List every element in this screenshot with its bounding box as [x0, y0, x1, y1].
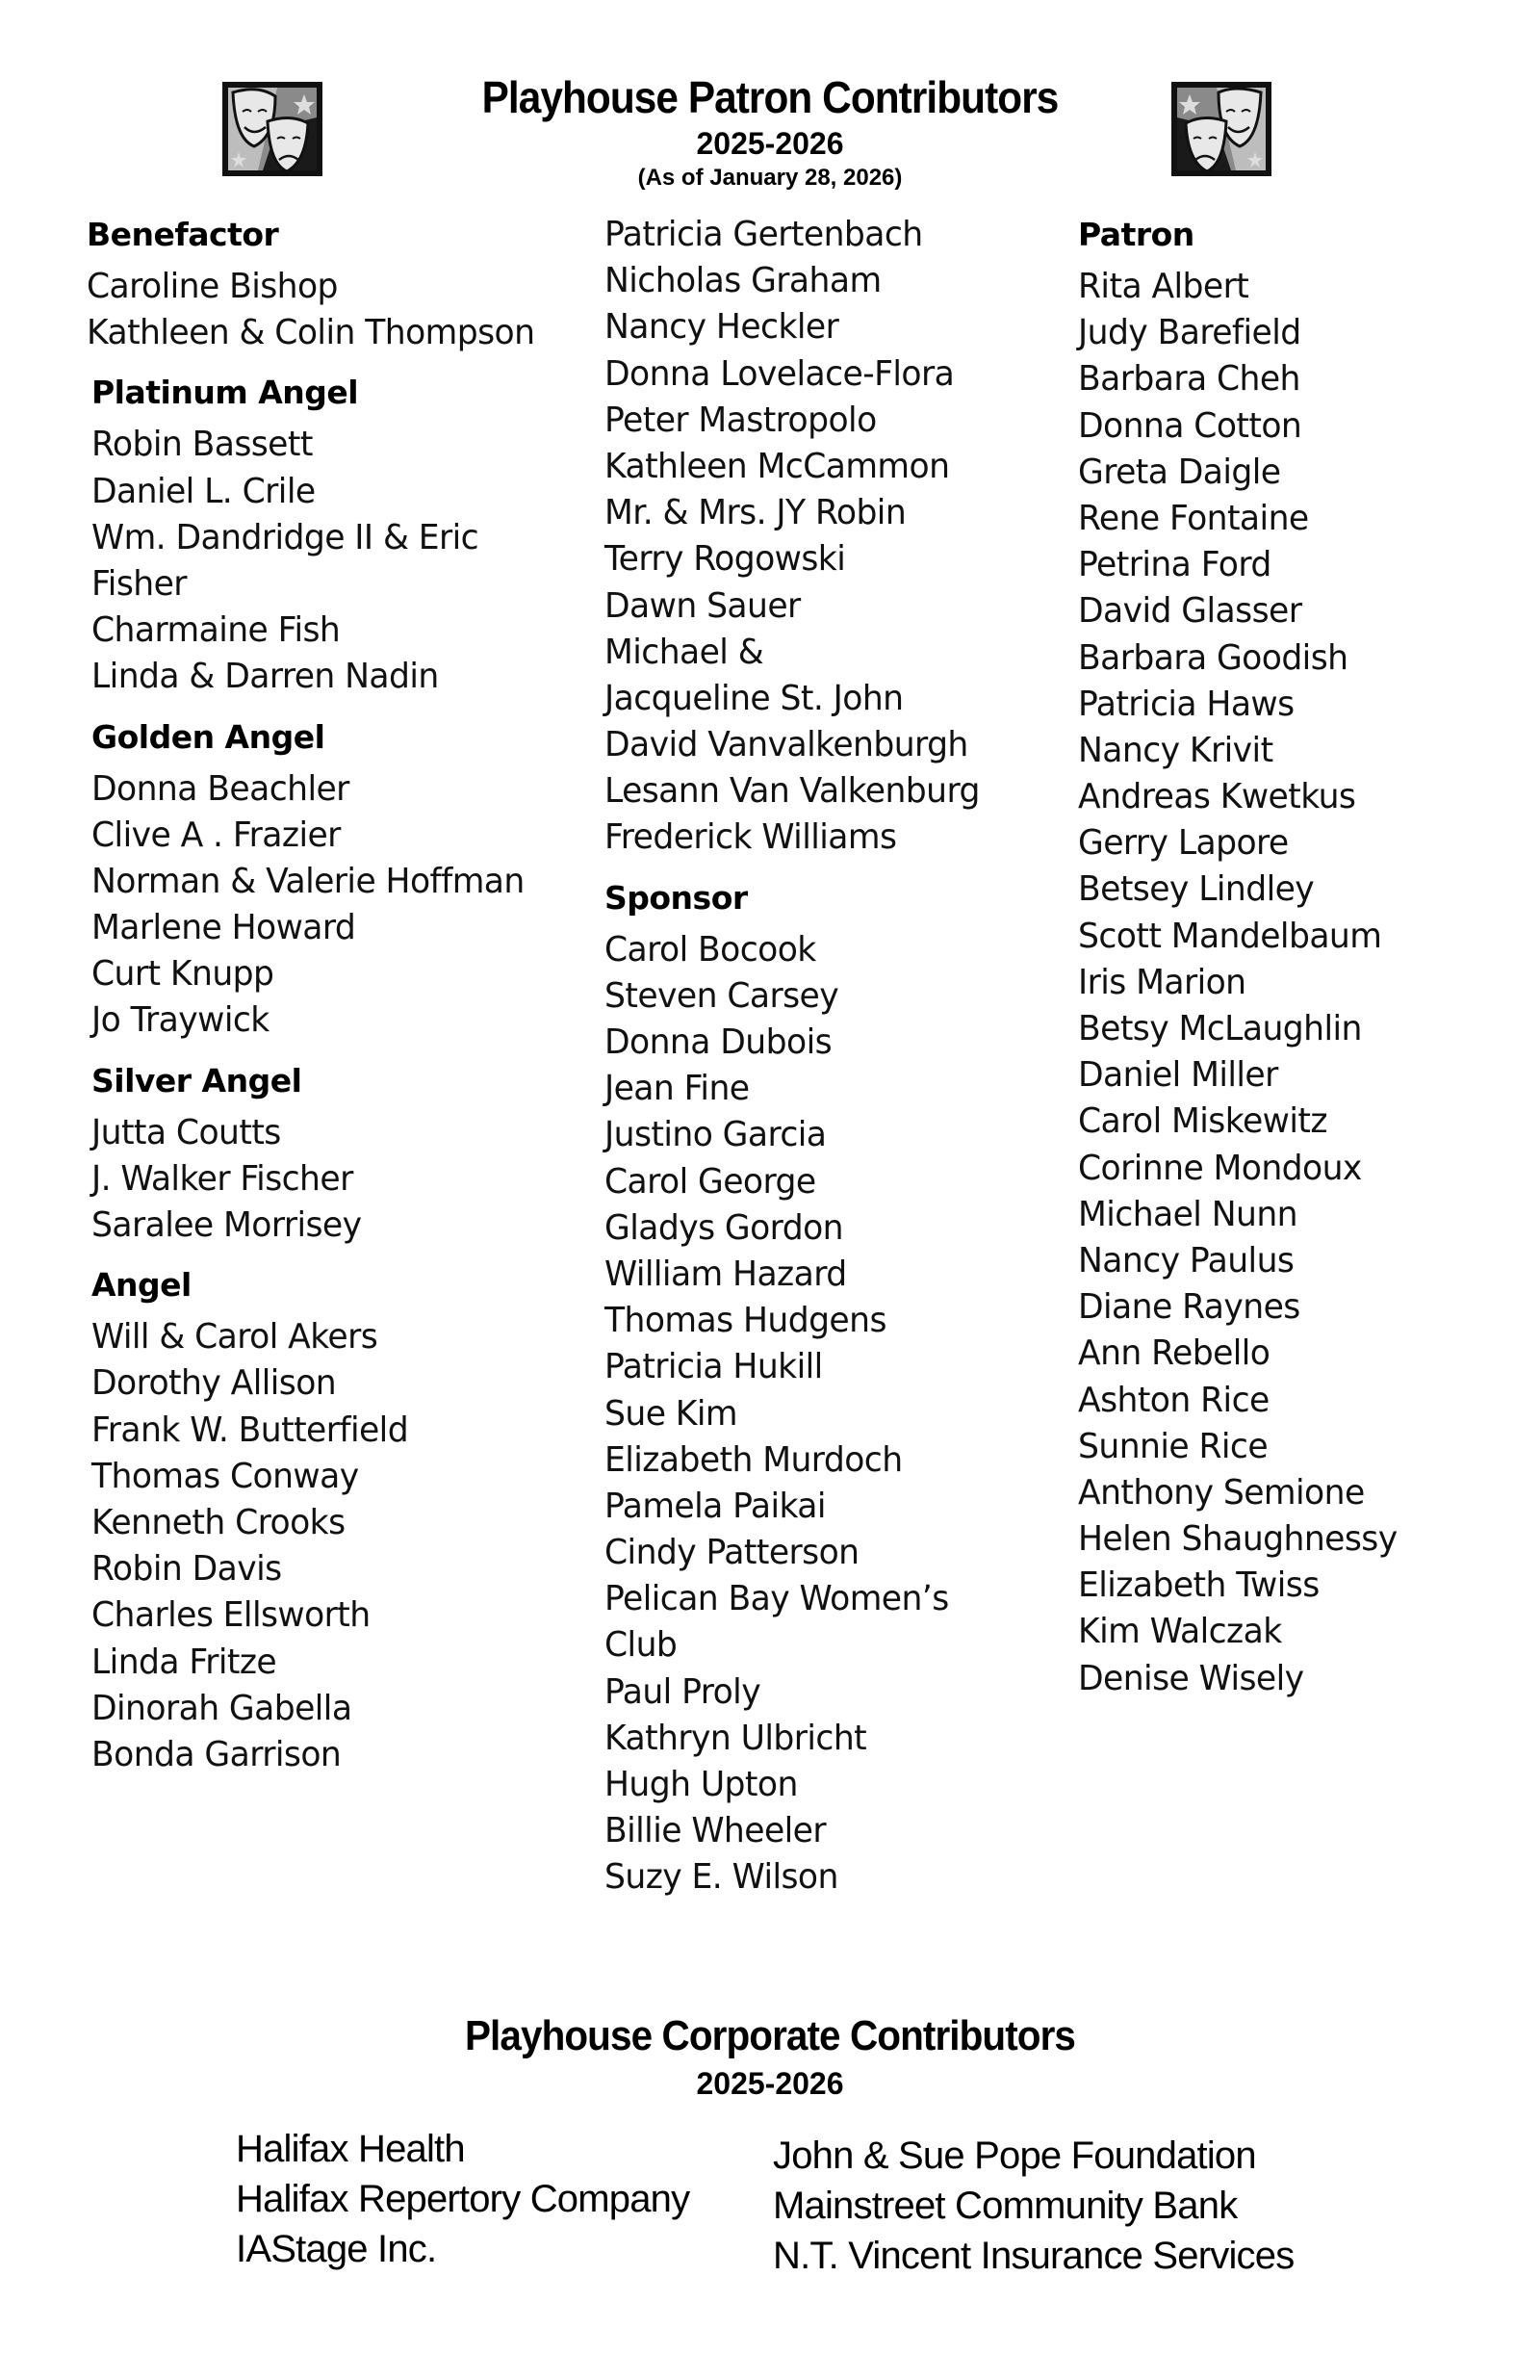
contributor-name: Peter Mastropolo — [604, 400, 877, 440]
page-title: Playhouse Patron Contributors — [481, 72, 1059, 122]
contributor-name: Denise Wisely — [1078, 1658, 1304, 1698]
contributor-name: Nancy Heckler — [604, 307, 839, 348]
contributor-name: Nicholas Graham — [604, 261, 882, 301]
contributor-name: Billie Wheeler — [604, 1811, 826, 1851]
contributor-name: Ann Rebello — [1078, 1333, 1270, 1374]
tier-heading: Silver Angel — [91, 1061, 302, 1099]
contributor-name: Nancy Paulus — [1078, 1240, 1295, 1281]
contributor-name: Thomas Hudgens — [604, 1301, 886, 1341]
contributor-name: Carol Miskewitz — [1078, 1101, 1327, 1142]
tier-patron — [1078, 212, 1521, 1702]
season-label: 2025-2026 — [696, 126, 844, 161]
contributor-name: Sunnie Rice — [1078, 1426, 1269, 1466]
contributor-name: Patricia Hukill — [604, 1347, 823, 1387]
contributor-name: Gerry Lapore — [1078, 823, 1289, 864]
corporate-contributor: IAStage Inc. — [236, 2228, 437, 2270]
tier-golden-angel — [87, 714, 587, 1045]
tier-heading: Patron — [1078, 216, 1194, 253]
contributor-name: Hugh Upton — [604, 1765, 798, 1804]
contributor-name: Pamela Paikai — [604, 1486, 826, 1526]
tier-heading: Angel — [91, 1266, 192, 1305]
contributor-name: Barbara Goodish — [1078, 637, 1348, 678]
tier-silver-angel — [87, 1058, 587, 1250]
contributors-column-1 — [87, 212, 587, 1792]
contributor-name: Steven Carsey — [604, 975, 839, 1016]
contributor-name: Betsey Lindley — [1078, 869, 1315, 910]
contributor-name: Diane Raynes — [1078, 1287, 1300, 1328]
contributor-name: Lesann Van Valkenburg — [604, 771, 980, 812]
contributor-name: Pelican Bay Women’s — [604, 1579, 949, 1619]
contributor-name: Ashton Rice — [1078, 1380, 1270, 1420]
contributor-name: Suzy E. Wilson — [604, 1857, 838, 1898]
contributor-name: Jacqueline St. John — [604, 678, 904, 718]
contributor-name: Thomas Conway — [91, 1456, 359, 1496]
corporate-season-label: 2025-2026 — [696, 2066, 844, 2101]
contributor-name: Kenneth Crooks — [91, 1502, 346, 1542]
contributor-name: Patricia Gertenbach — [604, 215, 923, 254]
contributors-column-2 — [604, 212, 1057, 1915]
contributor-name: Cindy Patterson — [604, 1533, 860, 1573]
corporate-list-right — [773, 2131, 1294, 2281]
contributor-name: Curt Knupp — [91, 954, 274, 995]
contributors-column-3 — [1078, 212, 1521, 1716]
contributor-name: David Glasser — [1078, 591, 1302, 632]
contributor-name: Anthony Semione — [1078, 1472, 1365, 1513]
contributor-name: Linda & Darren Nadin — [91, 657, 439, 697]
contributor-name: Charmaine Fish — [91, 610, 341, 651]
contributor-name: Donna Cotton — [1078, 405, 1302, 446]
contributor-name: Bonda Garrison — [91, 1734, 342, 1774]
as-of-date: (As of January 28, 2026) — [637, 165, 903, 191]
contributor-name: Fisher — [91, 563, 187, 604]
contributor-name: Jean Fine — [604, 1069, 750, 1109]
contributor-name: Frank W. Butterfield — [91, 1410, 409, 1450]
contributor-name: Frederick Williams — [604, 817, 897, 858]
contributor-name: Patricia Haws — [1078, 684, 1295, 724]
contributor-name: Dinorah Gabella — [91, 1688, 352, 1728]
contributor-name: Elizabeth Murdoch — [604, 1439, 903, 1480]
contributor-name: Dorothy Allison — [91, 1363, 337, 1404]
contributor-name: Clive A . Frazier — [91, 815, 341, 855]
tier-heading: Golden Angel — [91, 717, 325, 756]
contributor-name: Carol Bocook — [604, 929, 816, 970]
contributor-name: Norman & Valerie Hoffman — [91, 861, 525, 901]
corporate-contributor: Mainstreet Community Bank — [773, 2185, 1238, 2227]
contributor-name: Helen Shaughnessy — [1078, 1519, 1398, 1560]
contributor-name: Marlene Howard — [91, 908, 356, 948]
contributor-name: Betsy McLaughlin — [1078, 1009, 1362, 1048]
contributor-name: Donna Lovelace-Flora — [604, 353, 955, 394]
contributor-name: William Hazard — [604, 1254, 847, 1294]
contributor-name: Terry Rogowski — [604, 539, 846, 580]
corporate-title: Playhouse Corporate Contributors — [464, 2012, 1076, 2059]
contributor-name: Judy Barefield — [1078, 313, 1301, 353]
corporate-contributor: Halifax Health — [236, 2128, 465, 2170]
contributor-name: Dawn Sauer — [604, 585, 801, 626]
contributor-name: Elizabeth Twiss — [1078, 1565, 1320, 1606]
contributor-name: Kathleen McCammon — [604, 446, 950, 486]
tier-heading: Benefactor — [87, 216, 279, 253]
tier-platinum-angel — [87, 370, 587, 700]
contributor-name: J. Walker Fischer — [91, 1158, 353, 1199]
contributor-name: Barbara Cheh — [1078, 359, 1300, 400]
tier-angel — [87, 1262, 587, 1778]
tier-heading: Platinum Angel — [91, 374, 359, 412]
contributor-name: Wm. Dandridge II & Eric — [91, 517, 479, 557]
contributor-name: Will & Carol Akers — [91, 1317, 378, 1358]
contributor-name: Linda Fritze — [91, 1642, 277, 1682]
contributor-name: Michael & — [604, 632, 764, 672]
tier-sponsor — [604, 875, 1057, 1901]
contributor-name: Carol George — [604, 1161, 816, 1202]
contributor-name: Sue Kim — [604, 1393, 737, 1434]
contributor-name: Caroline Bishop — [87, 267, 338, 306]
contributor-name: Jo Traywick — [91, 1000, 270, 1041]
contributor-name: Paul Proly — [604, 1671, 761, 1712]
contributor-name: Iris Marion — [1078, 962, 1246, 1002]
contributor-name: Club — [604, 1625, 678, 1666]
contributor-name: Andreas Kwetkus — [1078, 777, 1356, 817]
contributor-name: Robin Bassett — [91, 425, 313, 465]
contributor-name: Donna Beachler — [91, 768, 349, 809]
contributor-name: Gladys Gordon — [604, 1207, 843, 1248]
contributor-name: Rene Fontaine — [1078, 498, 1309, 538]
contributor-name: Kathleen & Colin Thompson — [87, 313, 535, 353]
contributor-name: Nancy Krivit — [1078, 730, 1273, 770]
contributor-name: Mr. & Mrs. JY Robin — [604, 493, 907, 533]
contributor-name: Scott Mandelbaum — [1078, 916, 1382, 956]
contributor-name: Justino Garcia — [604, 1115, 827, 1155]
contributor-name: Jutta Coutts — [91, 1112, 281, 1152]
tier-angel-continued — [604, 212, 1057, 862]
contributor-name: Donna Dubois — [604, 1022, 833, 1062]
contributor-name: Robin Davis — [91, 1549, 282, 1590]
corporate-contributor: John & Sue Pope Foundation — [773, 2134, 1256, 2177]
contributor-name: Rita Albert — [1078, 267, 1249, 306]
tier-benefactor — [87, 212, 587, 356]
tier-heading: Sponsor — [604, 878, 748, 917]
contributor-name: Petrina Ford — [1078, 545, 1271, 585]
contributor-name: Corinne Mondoux — [1078, 1148, 1362, 1188]
contributor-name: Saralee Morrisey — [91, 1205, 362, 1245]
contributor-name: Kim Walczak — [1078, 1612, 1282, 1652]
contributor-name: Daniel Miller — [1078, 1055, 1278, 1096]
corporate-contributor: Halifax Repertory Company — [236, 2178, 690, 2220]
contributor-name: David Vanvalkenburgh — [604, 725, 968, 765]
contributor-name: Kathryn Ulbricht — [604, 1718, 867, 1758]
contributor-name: Greta Daigle — [1078, 452, 1281, 492]
corporate-list-left — [236, 2124, 689, 2274]
contributor-name: Charles Ellsworth — [91, 1595, 371, 1636]
contributor-name: Michael Nunn — [1078, 1194, 1298, 1234]
corporate-contributor: N.T. Vincent Insurance Services — [773, 2235, 1295, 2277]
contributor-name: Daniel L. Crile — [91, 471, 316, 511]
